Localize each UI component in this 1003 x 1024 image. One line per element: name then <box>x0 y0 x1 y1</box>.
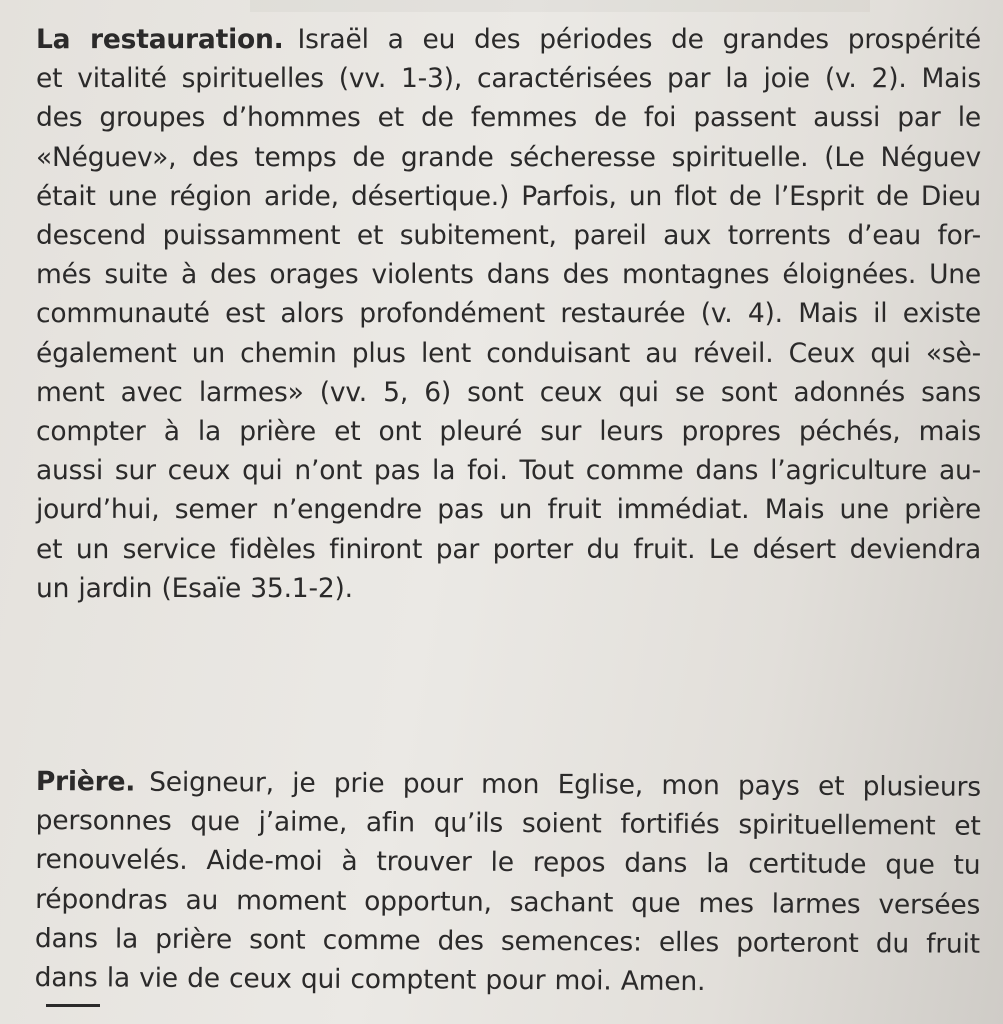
paragraph-line: ment avec larmes» (vv. 5, 6) sont ceux qui se sont adonnés sans <box>36 376 981 408</box>
paragraph-line: compter à la prière et ont pleuré sur leurs propres péchés, mais <box>36 416 981 448</box>
paragraph-line: et vitalité spirituelles (vv. 1-3), caractérisées par la joie (v. 2). Mais <box>36 63 981 95</box>
paragraph-line: communauté est alors profondément restaurée (v. 4). Mais il existe <box>36 298 981 330</box>
paragraph-line: Prière. Seigneur, je prie pour mon Eglise, mon pays et plusieurs <box>35 765 981 803</box>
paragraph-line: des groupes d’hommes et de femmes de foi passent aussi par le <box>36 102 981 134</box>
restoration-paragraph <box>36 20 981 608</box>
paragraph-line: aussi sur ceux qui n’ont pas la foi. Tout comme dans l’agriculture au- <box>36 455 981 487</box>
paragraph-line: jourd’hui, semer n’engendre pas un fruit immédiat. Mais une prière <box>36 494 981 526</box>
paragraph-line: et un service fidèles finiront par porter du fruit. Le désert deviendra <box>36 533 981 565</box>
paragraph-line: dans la vie de ceux qui comptent pour moi. Amen. <box>34 962 706 998</box>
prayer-paragraph <box>35 762 981 1003</box>
paragraph-line: également un chemin plus lent conduisant au réveil. Ceux qui «sè- <box>36 337 981 369</box>
paragraph-line: més suite à des orages violents dans des montagnes éloignées. Une <box>36 259 981 291</box>
paragraph-line: «Néguev», des temps de grande sécheresse spirituelle. (Le Néguev <box>36 141 981 173</box>
restoration-heading: La restauration. <box>36 24 284 55</box>
paragraph-line: répondras au moment opportun, sachant que mes larmes versées <box>35 883 981 921</box>
paragraph-line: renouvelés. Aide-moi à trouver le repos dans la certitude que tu <box>35 844 981 882</box>
paragraph-line: un jardin (Esaïe 35.1-2). <box>36 572 353 604</box>
paragraph-line: dans la prière sont comme des semences: elles porteront du fruit <box>34 922 980 960</box>
paragraph-line: La restauration. Israël a eu des périodes de grandes prospérité <box>36 24 981 55</box>
bleed-through-text <box>250 0 870 12</box>
paragraph-line: était une région aride, désertique.) Parfois, un flot de l’Esprit de Dieu <box>36 180 981 212</box>
section-divider <box>46 1004 100 1007</box>
paragraph-line: descend puissamment et subitement, pareil aux torrents d’eau for- <box>36 220 981 252</box>
prayer-heading: Prière. <box>35 765 136 798</box>
paragraph-line: personnes que j’aime, afin qu’ils soient fortifiés spirituellement et <box>35 805 981 842</box>
